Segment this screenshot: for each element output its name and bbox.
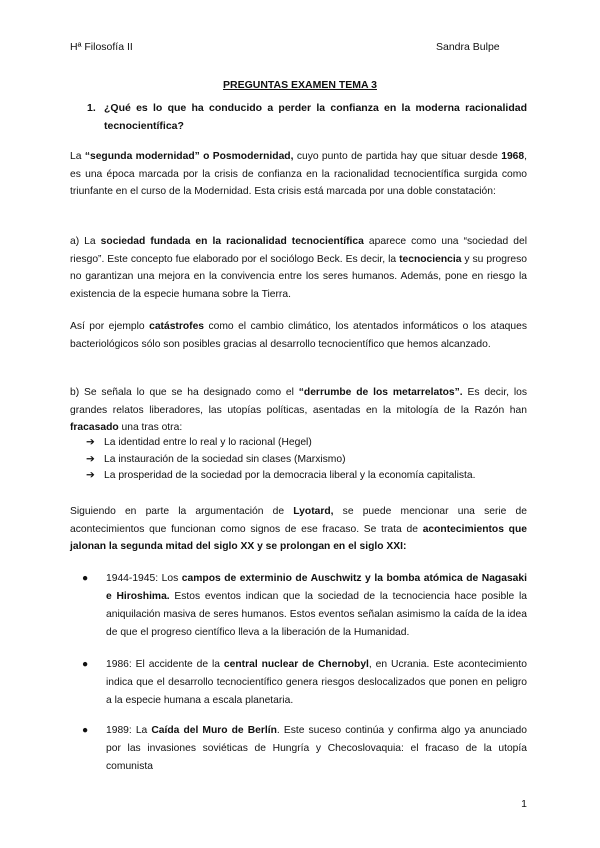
page-title: PREGUNTAS EXAMEN TEMA 3 xyxy=(222,79,377,91)
header-right: Sandra Bulpe xyxy=(436,41,500,53)
bullet-item: ● 1986: El accidente de la central nuclear de Chernobyl, en Ucrania. Este acontecimiento indica que el desarrollo tecnocientífico genera riesgos deslocalizados que ponen en peligro a la especie humana a escala planetaria. xyxy=(82,656,527,710)
paragraph-3: Así por ejemplo catástrofes como el cambio climático, los atentados informáticos o los ataques bacteriológicos sólo son posibles gracias al desarrollo tecnocientífico que hemos alcanzado. xyxy=(70,321,527,350)
bullet-icon: ● xyxy=(82,573,89,584)
paragraph-4: b) Se señala lo que se ha designado como el “derrumbe de los metarrelatos”. Es decir, los grandes relatos liberadores, las utopías políticas, asentadas en la mitología de la Razón han fracasado una tras otra: xyxy=(70,387,527,434)
right-arrow-icon: ➔ xyxy=(86,453,95,465)
question-number: 1. xyxy=(87,102,96,114)
paragraph-2: a) La sociedad fundada en la racionalidad tecnocientífica aparece como una “sociedad del riesgo”. Este concepto fue elaborado por el sociólogo Beck. Es decir, la tecnociencia y su progreso no garantizan una mejora en la convivencia entre los seres humanos. Además, pone en riesgo la existencia de la especie humana sobre la Tierra. xyxy=(70,236,527,300)
arrow-list-item: ➔ La instauración de la sociedad sin clases (Marxismo) xyxy=(86,452,526,469)
bullet-icon: ● xyxy=(82,725,89,736)
bullet-icon: ● xyxy=(82,659,89,670)
page-number: 1 xyxy=(521,798,527,810)
arrow-list-item: ➔ La prosperidad de la sociedad por la democracia liberal y la economía capitalista. xyxy=(86,468,526,485)
question-text: ¿Qué es lo que ha conducido a perder la confianza en la moderna racionalidad tecnocientífica? xyxy=(104,102,527,132)
right-arrow-icon: ➔ xyxy=(86,437,95,448)
header-left: Hª Filosofía II xyxy=(70,41,133,53)
bullet-item: ● 1989: La Caída del Muro de Berlín. Este suceso continúa y confirma algo ya anunciado por las invasiones soviéticas de Hungría y Checoslovaquia: el fracaso de la utopía comunista xyxy=(82,722,527,776)
right-arrow-icon: ➔ xyxy=(86,470,95,481)
paragraph-5: Siguiendo en parte la argumentación de Lyotard, se puede mencionar una serie de acontecimientos que funcionan como signos de ese fracaso. Se trata de acontecimientos que jalonan la segunda mitad del siglo XX y se prolongan en el siglo XXI: xyxy=(70,506,527,553)
arrow-list-item: ➔ La identidad entre lo real y lo racional (Hegel) xyxy=(86,435,526,452)
arrow-list xyxy=(86,435,526,485)
bullet-item: ● 1944-1945: Los campos de exterminio de Auschwitz y la bomba atómica de Nagasaki e Hiroshima. Estos eventos indican que la sociedad de la tecnociencia hace posible la aniquilación masiva de seres humanos. Estos eventos señalan asimismo la caída de la idea de que el progreso científico lleva a la liberación de la Humanidad. xyxy=(82,570,527,642)
paragraph-1: La “segunda modernidad” o Posmodernidad, cuyo punto de partida hay que situar desde 1968, es una época marcada por la crisis de confianza en la racionalidad tecnocientífica surgida como triunfante en el curso de la Modernidad. Esta crisis está marcada por una doble constatación: xyxy=(70,151,528,198)
question xyxy=(87,99,527,135)
